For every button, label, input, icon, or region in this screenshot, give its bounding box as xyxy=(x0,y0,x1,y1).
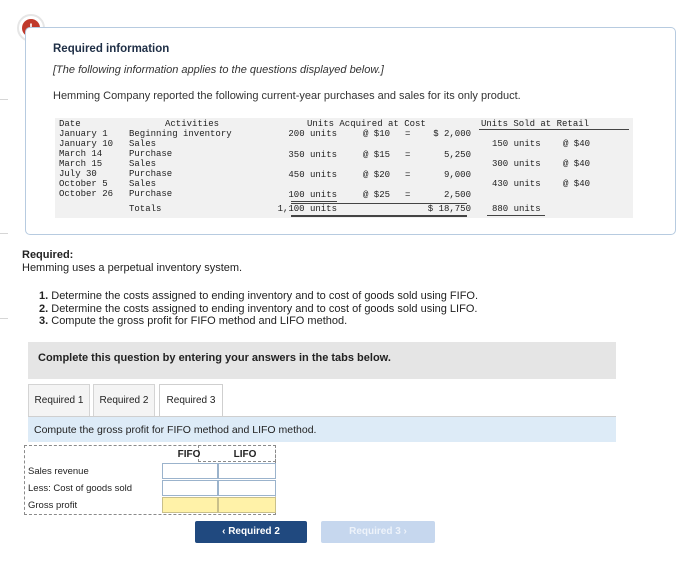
list-item: 3. Compute the gross profit for FIFO method and LIFO method. xyxy=(39,315,348,327)
row-label-sales-revenue: Sales revenue xyxy=(28,466,89,477)
info-title: Required information xyxy=(53,43,170,55)
row-units: 350 units xyxy=(288,150,337,160)
tab-required-2[interactable]: Required 2 xyxy=(93,384,155,416)
row-cost: 9,000 xyxy=(443,170,471,180)
row-activity: Purchase xyxy=(129,169,173,179)
row-activity: Purchase xyxy=(129,149,173,159)
row-equals: = xyxy=(405,129,411,139)
row-activity: Purchase xyxy=(129,189,173,199)
totals-double-underline xyxy=(291,215,467,217)
row-date: January 1 xyxy=(59,129,108,139)
row-sold-price: @ $40 xyxy=(563,179,591,189)
row-sold-price: @ $40 xyxy=(563,159,591,169)
row-unit-cost: @ $15 xyxy=(363,150,391,160)
row-sold-units: 150 units xyxy=(492,139,541,149)
previous-required-2-button[interactable]: ‹ Required 2 xyxy=(195,521,307,543)
edge-divider xyxy=(0,99,8,100)
info-description: Hemming Company reported the following current-year purchases and sales for its only product. xyxy=(53,90,521,102)
row-unit-cost: @ $20 xyxy=(363,170,391,180)
list-item: 1. Determine the costs assigned to ending inventory and to cost of goods sold using FIFO. xyxy=(39,290,479,302)
requirements-list xyxy=(39,290,478,328)
sales-revenue-fifo-input[interactable] xyxy=(162,463,218,479)
row-label-gross-profit: Gross profit xyxy=(28,500,78,511)
header-underline xyxy=(479,129,629,130)
required-heading: Required: xyxy=(22,249,74,261)
col-header-date: Date xyxy=(59,119,81,129)
row-activity: Sales xyxy=(129,179,157,189)
row-date: October 5 xyxy=(59,179,108,189)
sales-revenue-lifo-input[interactable] xyxy=(218,463,276,479)
gross-profit-lifo-input[interactable] xyxy=(218,497,276,513)
instructions-bar: Complete this question by entering your answers in the tabs below. xyxy=(28,342,616,379)
row-cost: 2,500 xyxy=(443,190,471,200)
gross-profit-fifo-input[interactable] xyxy=(162,497,218,513)
inventory-table xyxy=(55,118,633,218)
lifo-header: LIFO xyxy=(233,449,257,460)
edge-divider xyxy=(0,233,8,234)
sold-underline xyxy=(487,215,545,216)
list-item: 2. Determine the costs assigned to ending inventory and to cost of goods sold using LIFO. xyxy=(39,302,478,315)
required-subheading: Hemming uses a perpetual inventory system. xyxy=(22,262,243,274)
row-units: 100 units xyxy=(288,190,337,200)
row-cost: 5,250 xyxy=(443,150,471,160)
row-sold-price: @ $40 xyxy=(563,139,591,149)
totals-label: Totals xyxy=(129,204,162,214)
fifo-header: FIFO xyxy=(177,449,201,460)
row-units: 200 units xyxy=(288,129,337,139)
row-date: October 26 xyxy=(59,189,114,199)
col-header-activities: Activities xyxy=(165,119,220,129)
row-label-cost-of-goods-sold: Less: Cost of goods sold xyxy=(28,483,133,494)
cogs-fifo-input[interactable] xyxy=(162,480,218,496)
row-date: January 10 xyxy=(59,139,114,149)
tab-required-1[interactable]: Required 1 xyxy=(28,384,90,416)
totals-sold-units: 880 units xyxy=(492,204,541,214)
next-required-3-button[interactable]: Required 3 › xyxy=(321,521,435,543)
question-prompt: Compute the gross profit for FIFO method and LIFO method. xyxy=(28,417,616,442)
row-equals: = xyxy=(405,190,411,200)
row-sold-units: 300 units xyxy=(492,159,541,169)
row-equals: = xyxy=(405,170,411,180)
cogs-lifo-input[interactable] xyxy=(218,480,276,496)
info-note: [The following information applies to the questions displayed below.] xyxy=(53,64,384,76)
row-unit-cost: @ $25 xyxy=(363,190,391,200)
row-cost: $ 2,000 xyxy=(433,129,471,139)
col-header-sold: Units Sold at Retail xyxy=(481,119,590,129)
row-activity: Sales xyxy=(129,159,157,169)
row-date: March 15 xyxy=(59,159,103,169)
totals-cost: $ 18,750 xyxy=(427,204,471,214)
tab-required-3[interactable]: Required 3 xyxy=(159,384,223,418)
row-date: July 30 xyxy=(59,169,97,179)
row-date: March 14 xyxy=(59,149,103,159)
required-information-panel xyxy=(25,27,676,235)
row-equals: = xyxy=(405,150,411,160)
row-activity: Beginning inventory xyxy=(129,129,232,139)
totals-units: 1,100 units xyxy=(277,204,337,214)
units-underline xyxy=(291,201,337,202)
col-header-acquired: Units Acquired at Cost xyxy=(307,119,426,129)
edge-divider xyxy=(0,318,8,319)
row-unit-cost: @ $10 xyxy=(363,129,391,139)
row-units: 450 units xyxy=(288,170,337,180)
row-sold-units: 430 units xyxy=(492,179,541,189)
row-activity: Sales xyxy=(129,139,157,149)
